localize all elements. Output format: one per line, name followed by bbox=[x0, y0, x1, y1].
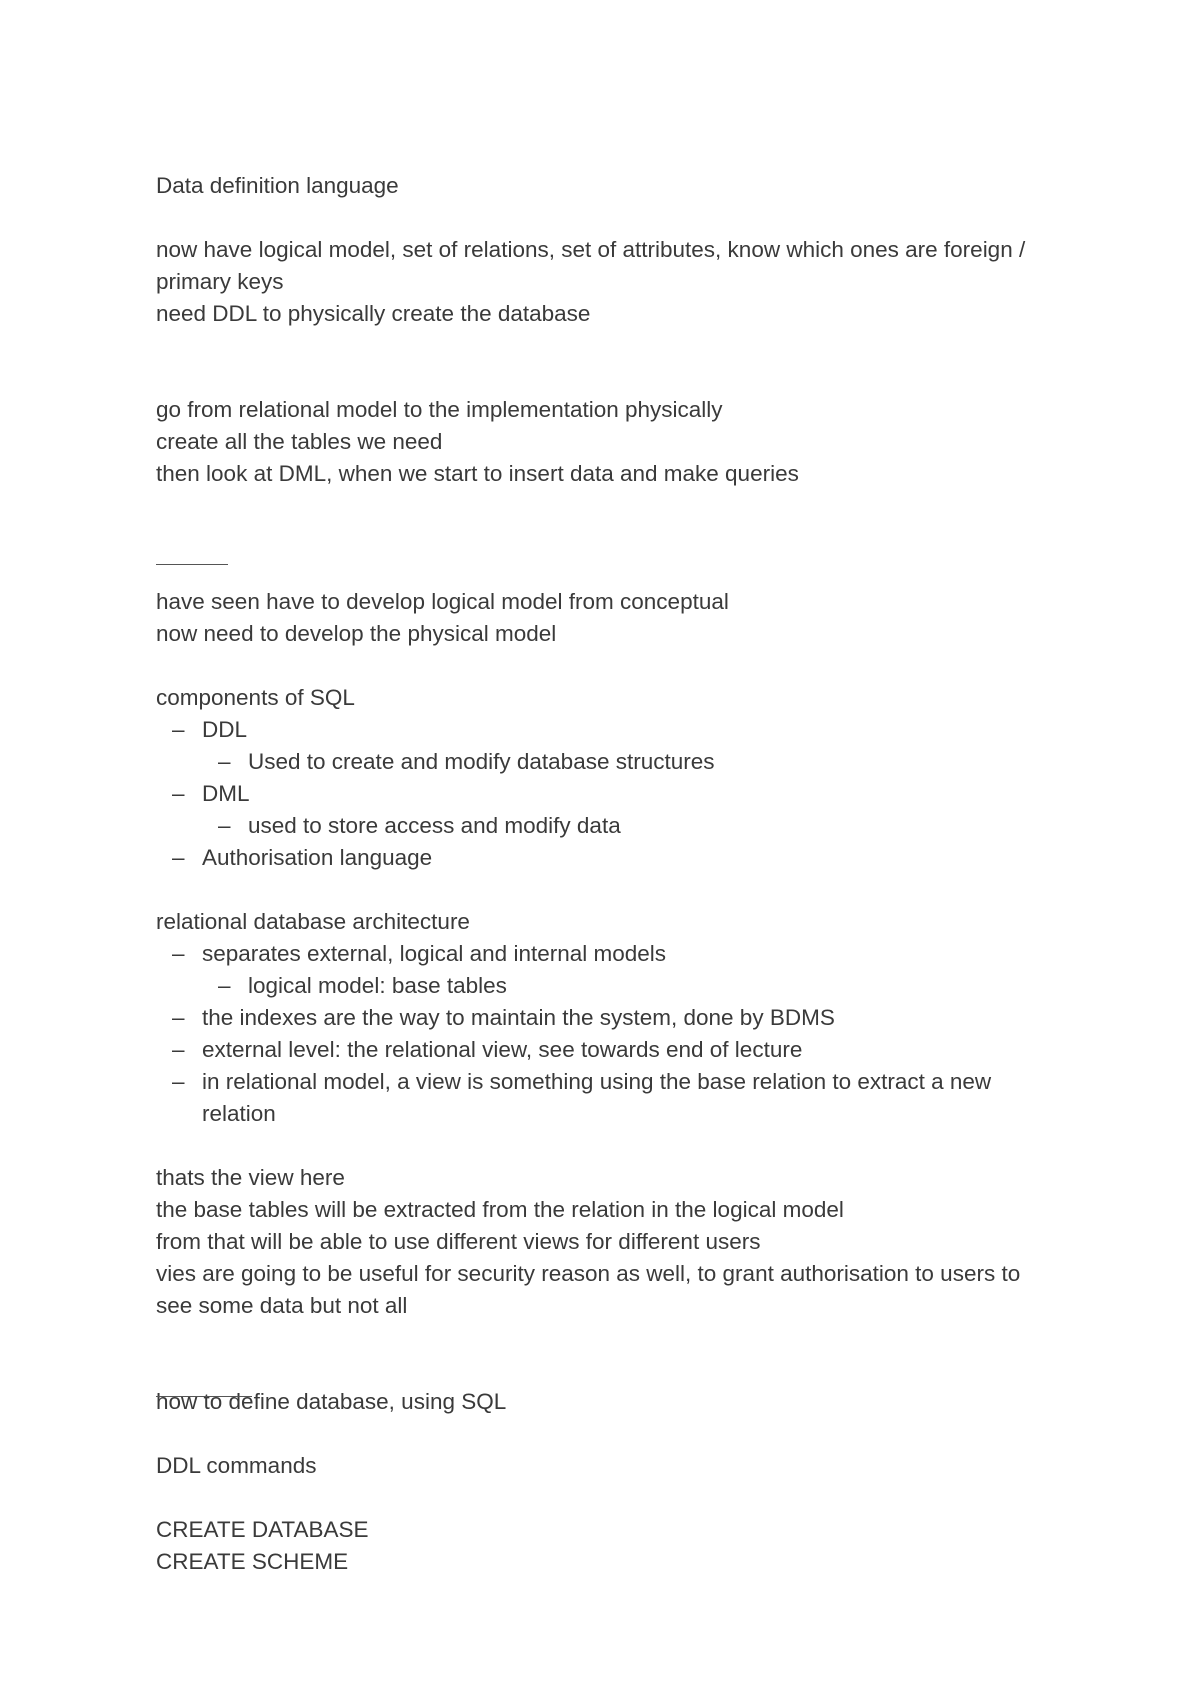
paragraph-line: the base tables will be extracted from the relation in the logical model bbox=[156, 1197, 844, 1222]
paragraph-line: need DDL to physically create the database bbox=[156, 301, 591, 326]
section-heading: relational database architecture bbox=[156, 909, 470, 934]
list-item: – Authorisation language bbox=[156, 842, 1056, 874]
paragraph-line: then look at DML, when we start to insert data and make queries bbox=[156, 461, 799, 486]
components-list bbox=[156, 714, 1056, 874]
list-subitem: – Used to create and modify database structures bbox=[156, 746, 1056, 778]
paragraph-line: thats the view here bbox=[156, 1165, 345, 1190]
spacer bbox=[156, 490, 1056, 522]
paragraph-line: go from relational model to the implementation physically bbox=[156, 397, 723, 422]
spacer bbox=[156, 330, 1056, 394]
paragraph-line: from that will be able to use different views for different users bbox=[156, 1229, 761, 1254]
spacer bbox=[156, 554, 1056, 586]
section-heading: DDL commands bbox=[156, 1453, 317, 1478]
list-subitem: – logical model: base tables bbox=[156, 970, 1056, 1002]
spacer bbox=[156, 874, 1056, 906]
paragraph-line: have seen have to develop logical model from conceptual bbox=[156, 589, 729, 614]
spacer bbox=[156, 202, 1056, 234]
list-item: – in relational model, a view is something using the base relation to extract a new relation bbox=[156, 1066, 1056, 1130]
horizontal-divider bbox=[156, 1354, 1056, 1386]
paragraph-line: how to define database, using SQL bbox=[156, 1389, 507, 1414]
list-item: – separates external, logical and internal models bbox=[156, 938, 1056, 970]
list-item: – external level: the relational view, see towards end of lecture bbox=[156, 1034, 1056, 1066]
document-page bbox=[156, 170, 1056, 1578]
spacer bbox=[156, 650, 1056, 682]
paragraph-line: now have logical model, set of relations, set of attributes, know which ones are foreign / primary keys bbox=[156, 237, 1032, 294]
architecture-list bbox=[156, 938, 1056, 1130]
list-subitem: – used to store access and modify data bbox=[156, 810, 1056, 842]
list-item: – DML bbox=[156, 778, 1056, 810]
document-title: Data definition language bbox=[156, 173, 399, 198]
paragraph-line: now need to develop the physical model bbox=[156, 621, 557, 646]
sql-command: CREATE SCHEME bbox=[156, 1549, 349, 1574]
paragraph-line: create all the tables we need bbox=[156, 429, 443, 454]
list-item: – the indexes are the way to maintain the system, done by BDMS bbox=[156, 1002, 1056, 1034]
paragraph-line: vies are going to be useful for security reason as well, to grant authorisation to users to see some data but not all bbox=[156, 1261, 1027, 1318]
list-item: – DDL bbox=[156, 714, 1056, 746]
spacer bbox=[156, 1418, 1056, 1450]
spacer bbox=[156, 1130, 1056, 1162]
spacer bbox=[156, 1482, 1056, 1514]
spacer bbox=[156, 1322, 1056, 1354]
sql-command: CREATE DATABASE bbox=[156, 1517, 369, 1542]
horizontal-divider bbox=[156, 522, 1056, 554]
section-heading: components of SQL bbox=[156, 685, 355, 710]
